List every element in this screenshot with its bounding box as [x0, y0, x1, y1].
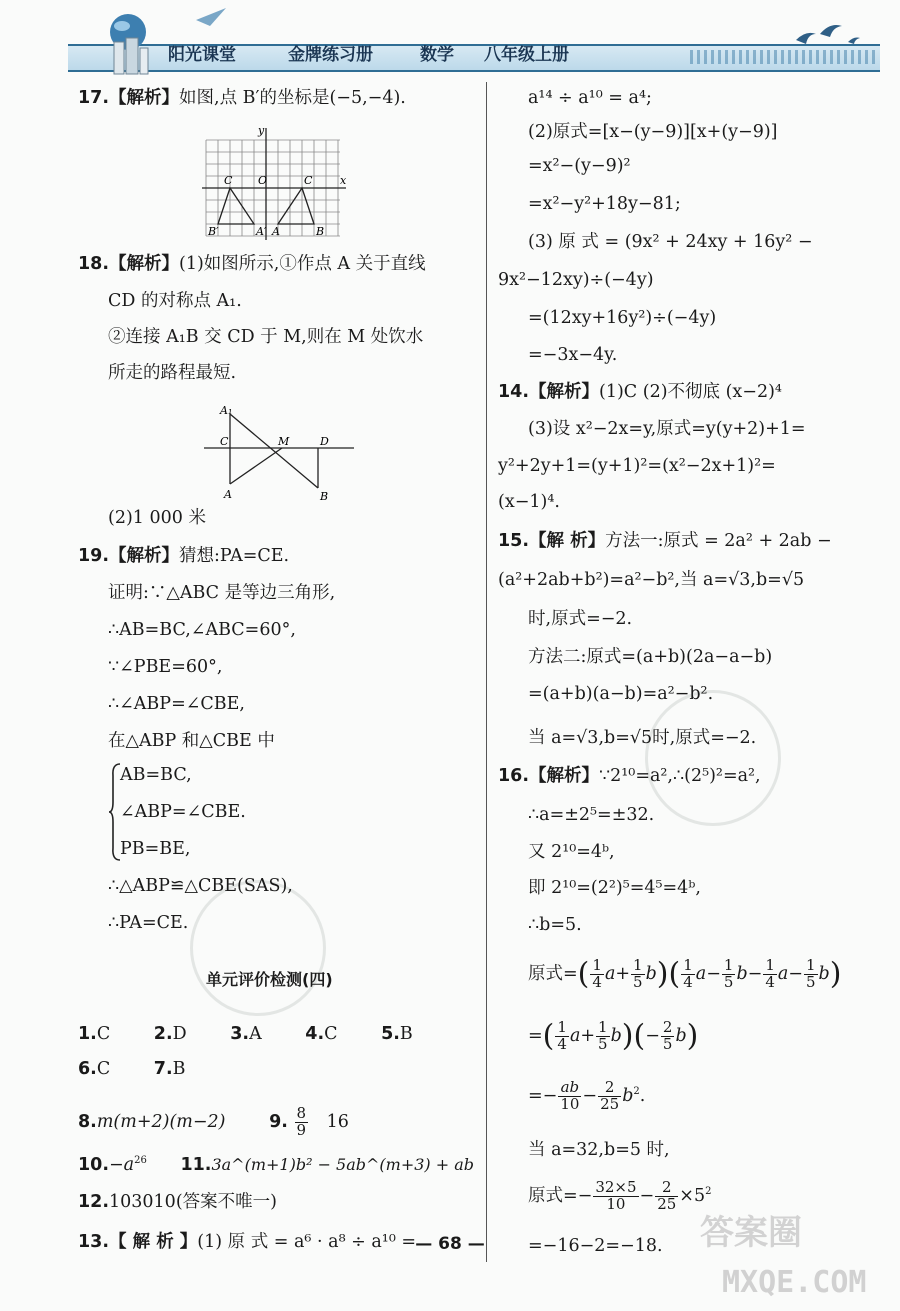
r-line-27: 当 a=32,b=5 时, — [528, 1140, 670, 1160]
q8-q9-line — [78, 1106, 349, 1139]
q15-tag: 【解 析】 — [529, 531, 606, 551]
q13-text: (1) 原 式 = a⁶ · a⁸ ÷ a¹⁰ = — [197, 1232, 417, 1252]
paper-plane-icon — [196, 8, 226, 26]
expr-prefix: =− — [528, 1085, 558, 1106]
mc-item: 1.C — [78, 1024, 111, 1044]
r-line-25-expr: =( $\frac{1}{4}$ a+ $\frac{1}{5}$ b)(− $\frac{2}{5}$ b) — [528, 1018, 699, 1054]
q19-line2: ∴AB=BC,∠ABC=60°, — [108, 620, 296, 640]
r-line-2: (2)原式=[x−(y−9)][x+(y−9)] — [528, 122, 778, 142]
q13-tag: 【 解 析 】 — [109, 1232, 198, 1252]
q16-tag: 【解析】 — [529, 766, 600, 786]
column-divider — [486, 82, 487, 1262]
q14-number: 14. — [498, 382, 530, 402]
page-number: — 68 — — [415, 1234, 485, 1254]
fig17-label-a-prime: A′ — [256, 225, 267, 238]
q8-number: 8. — [78, 1111, 97, 1132]
r-line-17: =(a+b)(a−b)=a²−b². — [528, 684, 714, 704]
q9-number: 9. — [269, 1111, 288, 1132]
q9-item — [269, 1104, 349, 1139]
q19-line1: 证明:∵△ABC 是等边三角形, — [108, 583, 336, 603]
q15-number: 15. — [498, 531, 530, 551]
fig17-label-x: x — [340, 174, 347, 187]
q12-answer: 103010(答案不唯一) — [109, 1192, 277, 1212]
q19-line6: ∴△ABP≌△CBE(SAS), — [108, 876, 293, 896]
fig18-label-a1: A₁ — [220, 404, 233, 417]
q19-system2: ∠ABP=∠CBE. — [120, 802, 246, 822]
q16-text: ∵2¹⁰=a²,∴(2⁵)²=a², — [599, 766, 761, 786]
q10-exponent: 26 — [134, 1155, 147, 1166]
fig18-label-d: D — [320, 435, 329, 448]
q9-fraction: $\frac{8}{9}$ — [296, 1104, 307, 1139]
birds-icon — [790, 16, 870, 50]
r-line-7: =(12xy+16y²)÷(−4y) — [528, 308, 717, 328]
q18-line1 — [78, 254, 426, 275]
q11-item — [180, 1155, 474, 1175]
r-line-5: (3) 原 式 = (9x² + 24xy + 16y² − — [528, 232, 813, 252]
q17-number: 17. — [78, 88, 110, 108]
mc-item: 6.C — [78, 1059, 111, 1079]
r-line-15: 时,原式=−2. — [528, 609, 633, 629]
q19-system1: AB=BC, — [120, 765, 192, 785]
q16-number: 16. — [498, 766, 530, 786]
mc-item: 3.A — [230, 1024, 262, 1044]
q19-guess: 猜想:PA=CE. — [179, 546, 290, 566]
header-subject: 数学 — [420, 45, 454, 65]
fig17-label-c2: C — [304, 174, 313, 187]
header-decoration — [690, 50, 875, 64]
q19-line4: ∴∠ABP=∠CBE, — [108, 694, 245, 714]
tower-logo-icon — [92, 8, 162, 76]
q15-line — [498, 531, 832, 552]
q11-number: 11. — [180, 1155, 212, 1175]
fig17-label-y: y — [258, 124, 265, 137]
header-brand: 阳光课堂 — [168, 45, 236, 65]
r-line-4: =x²−y²+18y−81; — [528, 194, 681, 214]
header-series: 金牌练习册 — [288, 45, 373, 65]
q19-line5: 在△ABP 和△CBE 中 — [108, 731, 275, 751]
q18-line3: ②连接 A₁B 交 CD 于 M,则在 M 处饮水 — [108, 327, 424, 347]
q15-text: 方法一:原式 = 2a² + 2ab − — [605, 531, 832, 551]
q14-tag: 【解析】 — [529, 382, 600, 402]
header-grade: 八年级上册 — [484, 45, 569, 65]
r-line-29: =−16−2=−18. — [528, 1236, 663, 1256]
r-line-24-expr: 原式=( $\frac{1}{4}$ a+ $\frac{1}{5}$ b)( $\frac{1}{4}$ a− $\frac{1}{5}$ b− $\frac{1}{4}$ a− $\frac{1}{5}$ b) — [528, 956, 842, 992]
r-line-11: y²+2y+1=(y+1)²=(x²−2x+1)²= — [498, 456, 776, 476]
q19-number: 19. — [78, 546, 110, 566]
mc-item: 7.B — [153, 1059, 186, 1079]
q12-line — [78, 1192, 277, 1213]
fig17-label-b-prime: B′ — [208, 225, 219, 238]
q16-line — [498, 766, 761, 787]
q18-line4: 所走的路程最短. — [108, 363, 237, 383]
q14-line — [498, 382, 782, 403]
expr-prefix: 原式= — [528, 963, 578, 984]
r-line-1: a¹⁴ ÷ a¹⁰ = a⁴; — [528, 88, 652, 108]
r-line-26-expr: =− $\frac{ab}{10}$ − $\frac{2}{25}$ $b^2$. — [528, 1078, 646, 1113]
r-line-14: (a²+2ab+b²)=a²−b²,当 a=√3,b=√5 — [498, 570, 805, 590]
q18-number: 18. — [78, 254, 110, 274]
q19-tag: 【解析】 — [109, 546, 180, 566]
q19-line7: ∴PA=CE. — [108, 913, 189, 933]
mc-item: 4.C — [305, 1024, 338, 1044]
q11-answer: 3a^(m+1)b² − 5ab^(m+3) + ab — [211, 1155, 475, 1174]
fig18-label-b: B — [320, 490, 329, 503]
fig17-label-o: O — [258, 174, 268, 187]
section-title: 单元评价检测(四) — [206, 970, 333, 989]
watermark-url: MXQE.COM — [722, 1265, 867, 1300]
q18-reflection-figure — [200, 400, 360, 510]
fig17-label-a: A — [272, 225, 280, 238]
r-line-12: (x−1)⁴. — [498, 492, 560, 512]
watermark-logo: 答案圈 — [700, 1213, 802, 1253]
fig18-label-a: A — [224, 488, 232, 501]
q17-coordinate-figure — [200, 124, 350, 244]
q19-system3: PB=BE, — [120, 839, 191, 859]
faint-stamp — [645, 690, 781, 826]
q9-extra: 16 — [326, 1111, 349, 1132]
r-line-18: 当 a=√3,b=√5时,原式=−2. — [528, 728, 757, 748]
mc-row-2 — [78, 1059, 186, 1080]
fig17-label-c1: C — [224, 174, 233, 187]
q18-answer2: (2)1 000 米 — [108, 508, 206, 528]
q10-number: 10. — [78, 1155, 110, 1175]
expr-prefix: = — [528, 1025, 543, 1046]
r-line-20: ∴a=±2⁵=±32. — [528, 805, 655, 825]
r-line-23: ∴b=5. — [528, 915, 582, 935]
fig18-label-m: M — [278, 435, 290, 448]
q18-tag: 【解析】 — [109, 254, 180, 274]
r-line-8: =−3x−4y. — [528, 345, 618, 365]
q18-text1: (1)如图所示,①作点 A 关于直线 — [179, 254, 426, 274]
r-line-6: 9x²−12xy)÷(−4y) — [498, 270, 654, 290]
mc-item: 5.B — [381, 1024, 413, 1044]
q12-number: 12. — [78, 1192, 110, 1212]
q10-q11-line — [78, 1155, 474, 1176]
mc-item: 2.D — [153, 1024, 187, 1044]
q17-text: 如图,点 B′的坐标是(−5,−4). — [179, 88, 406, 108]
q8-answer: m(m+2)(m−2) — [96, 1111, 226, 1132]
q13-number: 13. — [78, 1232, 110, 1252]
mc-row-1 — [78, 1024, 413, 1045]
r-line-3: =x²−(y−9)² — [528, 156, 631, 176]
r-line-22: 即 2¹⁰=(2²)⁵=4⁵=4ᵇ, — [528, 878, 701, 898]
q14-text: (1)C (2)不彻底 (x−2)⁴ — [599, 382, 782, 402]
r-line-10: (3)设 x²−2x=y,原式=y(y+2)+1= — [528, 419, 806, 439]
expr-prefix: 原式=− — [528, 1185, 593, 1206]
fig17-label-b: B — [316, 225, 325, 238]
fig18-label-c: C — [220, 435, 229, 448]
r-line-21: 又 2¹⁰=4ᵇ, — [528, 842, 615, 862]
q19-line3: ∵∠PBE=60°, — [108, 657, 223, 677]
q17-line — [78, 88, 406, 109]
q10-answer: −a — [109, 1155, 135, 1175]
faint-stamp — [190, 880, 326, 1016]
r-line-28-expr: 原式=− $\frac{32\times 5}{10}$ − $\frac{2}{25}$ $\times 5^2$ — [528, 1178, 712, 1213]
q17-tag: 【解析】 — [109, 88, 180, 108]
q19-line0 — [78, 546, 289, 567]
q18-line2: CD 的对称点 A₁. — [108, 291, 242, 311]
page-header — [0, 0, 900, 82]
r-line-16: 方法二:原式=(a+b)(2a−a−b) — [528, 647, 773, 667]
